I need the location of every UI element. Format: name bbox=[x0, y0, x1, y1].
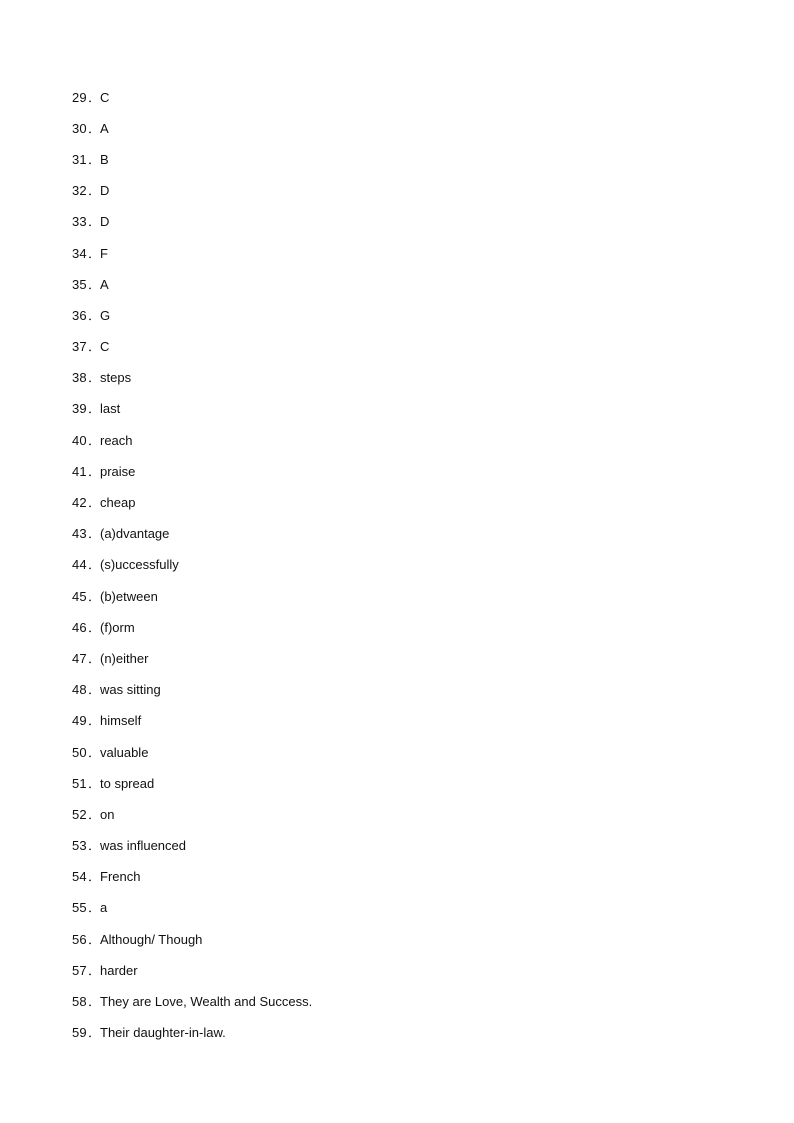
answer-number: 41 bbox=[72, 463, 87, 479]
answer-item bbox=[72, 550, 312, 581]
answer-number: 34 bbox=[72, 245, 87, 261]
answer-text: (n)either bbox=[100, 650, 149, 666]
answer-item bbox=[72, 144, 312, 175]
answer-number: 59 bbox=[72, 1025, 87, 1041]
answer-text: D bbox=[100, 183, 110, 199]
answer-item bbox=[72, 394, 312, 425]
answer-separator: ． bbox=[88, 183, 102, 199]
answer-item bbox=[72, 113, 312, 144]
answer-separator: ． bbox=[88, 588, 102, 604]
answer-text: C bbox=[100, 339, 110, 355]
answer-item bbox=[72, 862, 312, 893]
answer-separator: ． bbox=[88, 463, 102, 479]
answer-item bbox=[72, 893, 312, 924]
answer-text: to spread bbox=[100, 775, 155, 791]
answer-item bbox=[72, 831, 312, 862]
answer-separator: ． bbox=[88, 994, 102, 1010]
answer-text: harder bbox=[100, 962, 138, 978]
answer-number: 45 bbox=[72, 588, 87, 604]
answer-item bbox=[72, 1018, 312, 1049]
answer-text: A bbox=[100, 276, 109, 292]
answer-item bbox=[72, 706, 312, 737]
answer-item bbox=[72, 643, 312, 674]
answer-number: 29 bbox=[72, 89, 87, 105]
answer-text: (b)etween bbox=[100, 588, 158, 604]
answer-number: 55 bbox=[72, 900, 87, 916]
answer-separator: ． bbox=[88, 276, 102, 292]
answer-item bbox=[72, 612, 312, 643]
answer-separator: ． bbox=[88, 931, 102, 947]
answer-separator: ． bbox=[88, 557, 102, 573]
answer-number: 54 bbox=[72, 869, 87, 885]
answer-separator: ． bbox=[88, 713, 102, 729]
answer-separator: ． bbox=[88, 838, 102, 854]
answer-text: They are Love, Wealth and Success. bbox=[100, 994, 313, 1010]
answer-separator: ． bbox=[88, 89, 102, 105]
answer-item bbox=[72, 269, 312, 300]
answer-number: 48 bbox=[72, 682, 87, 698]
answer-separator: ． bbox=[88, 151, 102, 167]
answer-text: (f)orm bbox=[100, 619, 135, 635]
answer-item bbox=[72, 955, 312, 986]
answer-separator: ． bbox=[88, 744, 102, 760]
answer-text: cheap bbox=[100, 495, 136, 511]
answer-separator: ． bbox=[88, 775, 102, 791]
answer-text: on bbox=[100, 806, 115, 822]
answer-number: 53 bbox=[72, 838, 87, 854]
answer-text: Their daughter-in-law. bbox=[100, 1025, 226, 1041]
answer-separator: ． bbox=[88, 1025, 102, 1041]
answer-separator: ． bbox=[88, 869, 102, 885]
answer-item bbox=[72, 425, 312, 456]
answer-separator: ． bbox=[88, 214, 102, 230]
answer-text: F bbox=[100, 245, 108, 261]
answer-item bbox=[72, 207, 312, 238]
answer-item bbox=[72, 363, 312, 394]
answer-item bbox=[72, 986, 312, 1017]
answer-number: 33 bbox=[72, 214, 87, 230]
answer-text: French bbox=[100, 869, 141, 885]
answer-list bbox=[72, 82, 312, 1049]
answer-number: 35 bbox=[72, 276, 87, 292]
answer-item bbox=[72, 300, 312, 331]
answer-item bbox=[72, 675, 312, 706]
answer-item bbox=[72, 176, 312, 207]
answer-text: himself bbox=[100, 713, 142, 729]
answer-separator: ． bbox=[88, 339, 102, 355]
answer-number: 44 bbox=[72, 557, 87, 573]
answer-separator: ． bbox=[88, 370, 102, 386]
answer-number: 49 bbox=[72, 713, 87, 729]
answer-item bbox=[72, 238, 312, 269]
answer-number: 51 bbox=[72, 775, 87, 791]
answer-number: 50 bbox=[72, 744, 87, 760]
answer-item bbox=[72, 799, 312, 830]
answer-text: C bbox=[100, 89, 110, 105]
answer-number: 43 bbox=[72, 526, 87, 542]
answer-text: B bbox=[100, 151, 109, 167]
answer-text: last bbox=[100, 401, 121, 417]
answer-item bbox=[72, 456, 312, 487]
answer-number: 47 bbox=[72, 650, 87, 666]
answer-item bbox=[72, 581, 312, 612]
answer-separator: ． bbox=[88, 619, 102, 635]
answer-number: 52 bbox=[72, 806, 87, 822]
answer-text: steps bbox=[100, 370, 132, 386]
answer-text: praise bbox=[100, 463, 136, 479]
answer-text: (s)uccessfully bbox=[100, 557, 179, 573]
answer-text: A bbox=[100, 120, 109, 136]
answer-separator: ． bbox=[88, 806, 102, 822]
answer-separator: ． bbox=[88, 495, 102, 511]
answer-separator: ． bbox=[88, 432, 102, 448]
answer-separator: ． bbox=[88, 962, 102, 978]
answer-item bbox=[72, 768, 312, 799]
answer-number: 30 bbox=[72, 120, 87, 136]
answer-item bbox=[72, 737, 312, 768]
answer-text: reach bbox=[100, 432, 133, 448]
answer-number: 40 bbox=[72, 432, 87, 448]
answer-number: 39 bbox=[72, 401, 87, 417]
answer-separator: ． bbox=[88, 682, 102, 698]
answer-number: 36 bbox=[72, 307, 87, 323]
answer-number: 57 bbox=[72, 962, 87, 978]
answer-separator: ． bbox=[88, 900, 102, 916]
answer-number: 46 bbox=[72, 619, 87, 635]
answer-item bbox=[72, 924, 312, 955]
answer-item bbox=[72, 487, 312, 518]
answer-separator: ． bbox=[88, 401, 102, 417]
answer-number: 58 bbox=[72, 994, 87, 1010]
answer-text: D bbox=[100, 214, 110, 230]
answer-separator: ． bbox=[88, 245, 102, 261]
answer-text: was influenced bbox=[100, 838, 186, 854]
answer-number: 42 bbox=[72, 495, 87, 511]
answer-text: valuable bbox=[100, 744, 149, 760]
answer-number: 31 bbox=[72, 151, 87, 167]
answer-separator: ． bbox=[88, 526, 102, 542]
answer-number: 38 bbox=[72, 370, 87, 386]
answer-item bbox=[72, 332, 312, 363]
answer-separator: ． bbox=[88, 650, 102, 666]
answer-text: (a)dvantage bbox=[100, 526, 170, 542]
answer-separator: ． bbox=[88, 307, 102, 323]
answer-item bbox=[72, 519, 312, 550]
answer-text: Although/ Though bbox=[100, 931, 203, 947]
answer-text: G bbox=[100, 307, 111, 323]
answer-separator: ． bbox=[88, 120, 102, 136]
answer-number: 37 bbox=[72, 339, 87, 355]
answer-item bbox=[72, 82, 312, 113]
answer-text: a bbox=[100, 900, 108, 916]
answer-text: was sitting bbox=[100, 682, 161, 698]
answer-number: 56 bbox=[72, 931, 87, 947]
answer-number: 32 bbox=[72, 183, 87, 199]
